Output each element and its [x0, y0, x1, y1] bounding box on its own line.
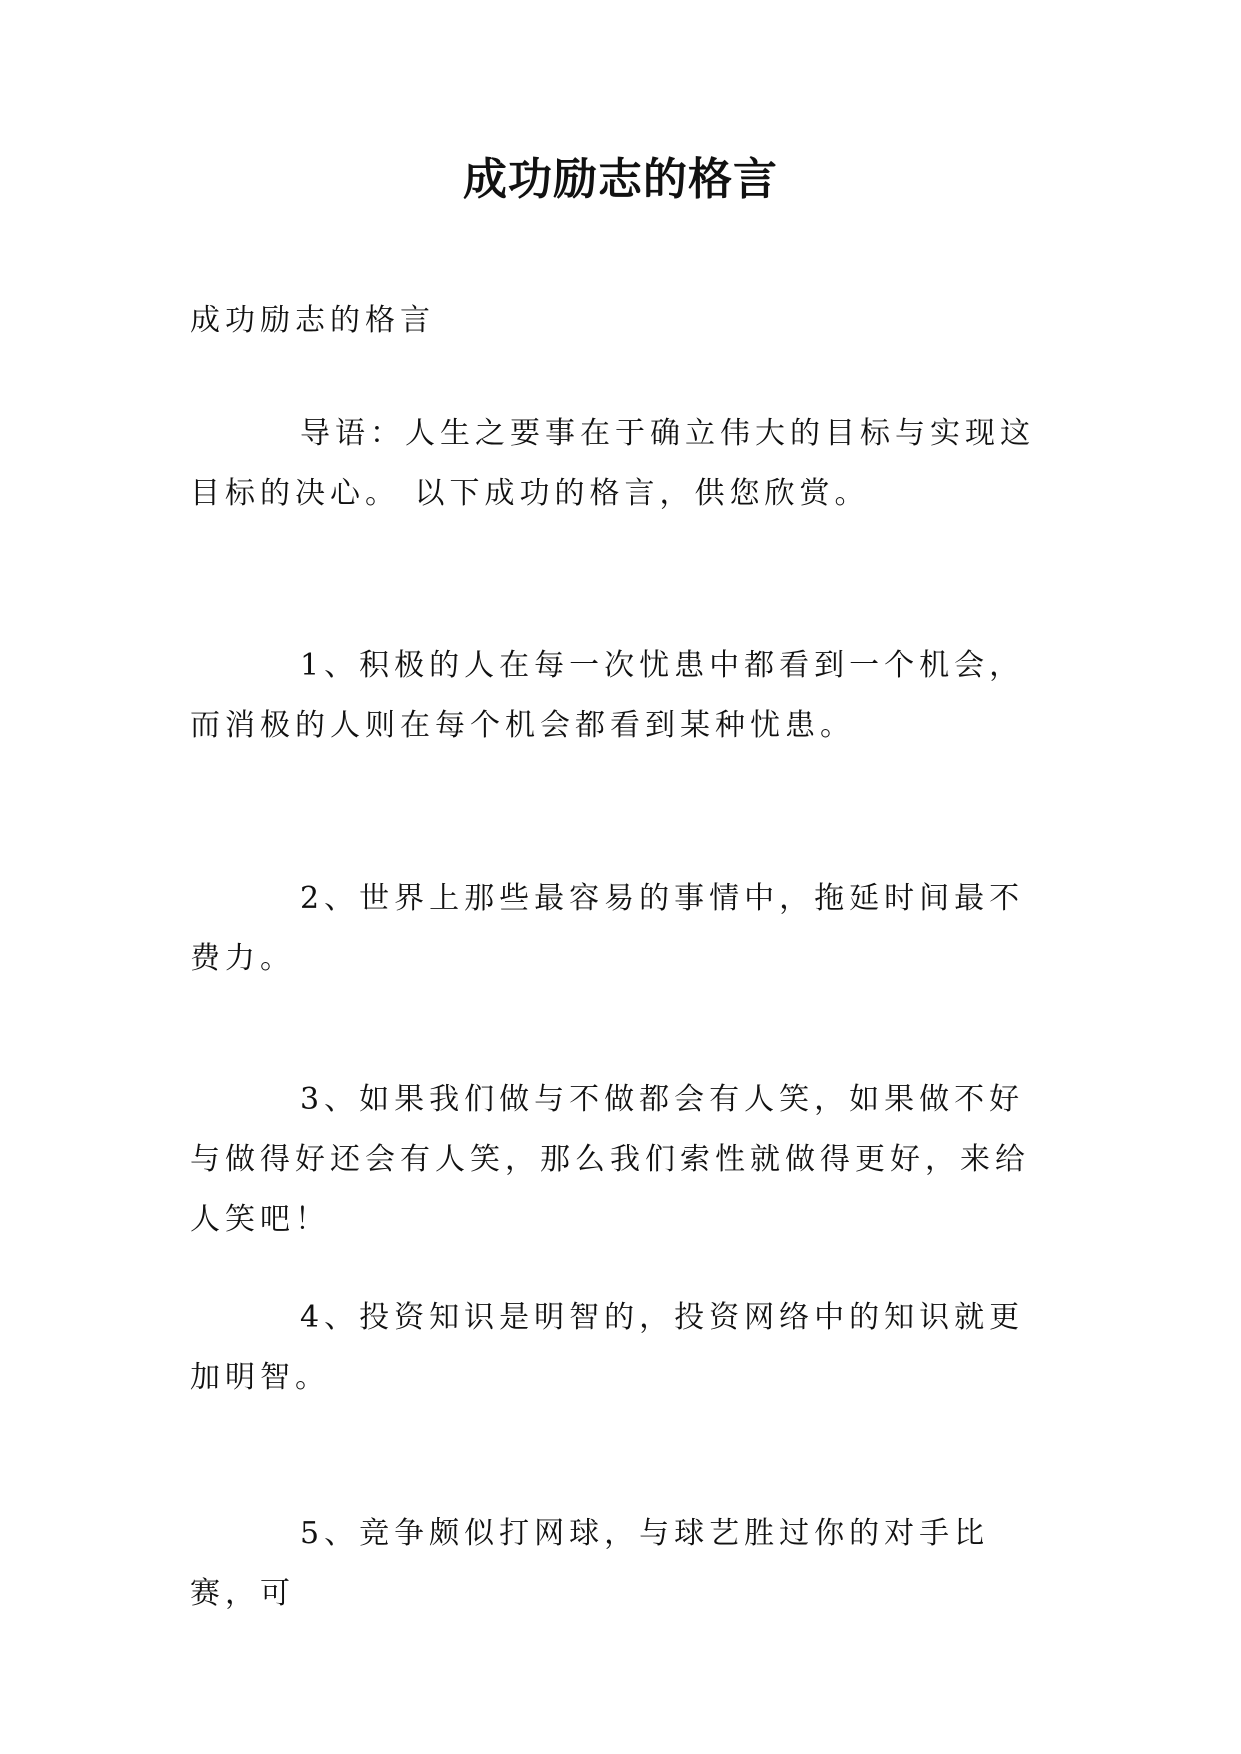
quote-1: 1、积极的人在每一次忧患中都看到一个机会，而消极的人则在每个机会都看到某种忧患。 — [190, 648, 1025, 743]
document-subtitle: 成功励志的格言 — [190, 303, 435, 338]
quote-2: 2、世界上那些最容易的事情中，拖延时间最不费力。 — [190, 881, 1025, 976]
intro-paragraph: 导语：人生之要事在于确立伟大的目标与实现这目标的决心。 以下成功的格言，供您欣赏。 — [190, 416, 1035, 511]
quote-5: 5、竞争颇似打网球，与球艺胜过你的对手比赛，可 — [190, 1516, 990, 1611]
quote-4: 4、投资知识是明智的，投资网络中的知识就更加明智。 — [190, 1300, 1025, 1395]
document-title: 成功励志的格言 — [463, 154, 778, 205]
quote-3: 3、如果我们做与不做都会有人笑，如果做不好与做得好还会有人笑，那么我们索性就做得更好，来给人笑吧！ — [190, 1082, 1030, 1237]
